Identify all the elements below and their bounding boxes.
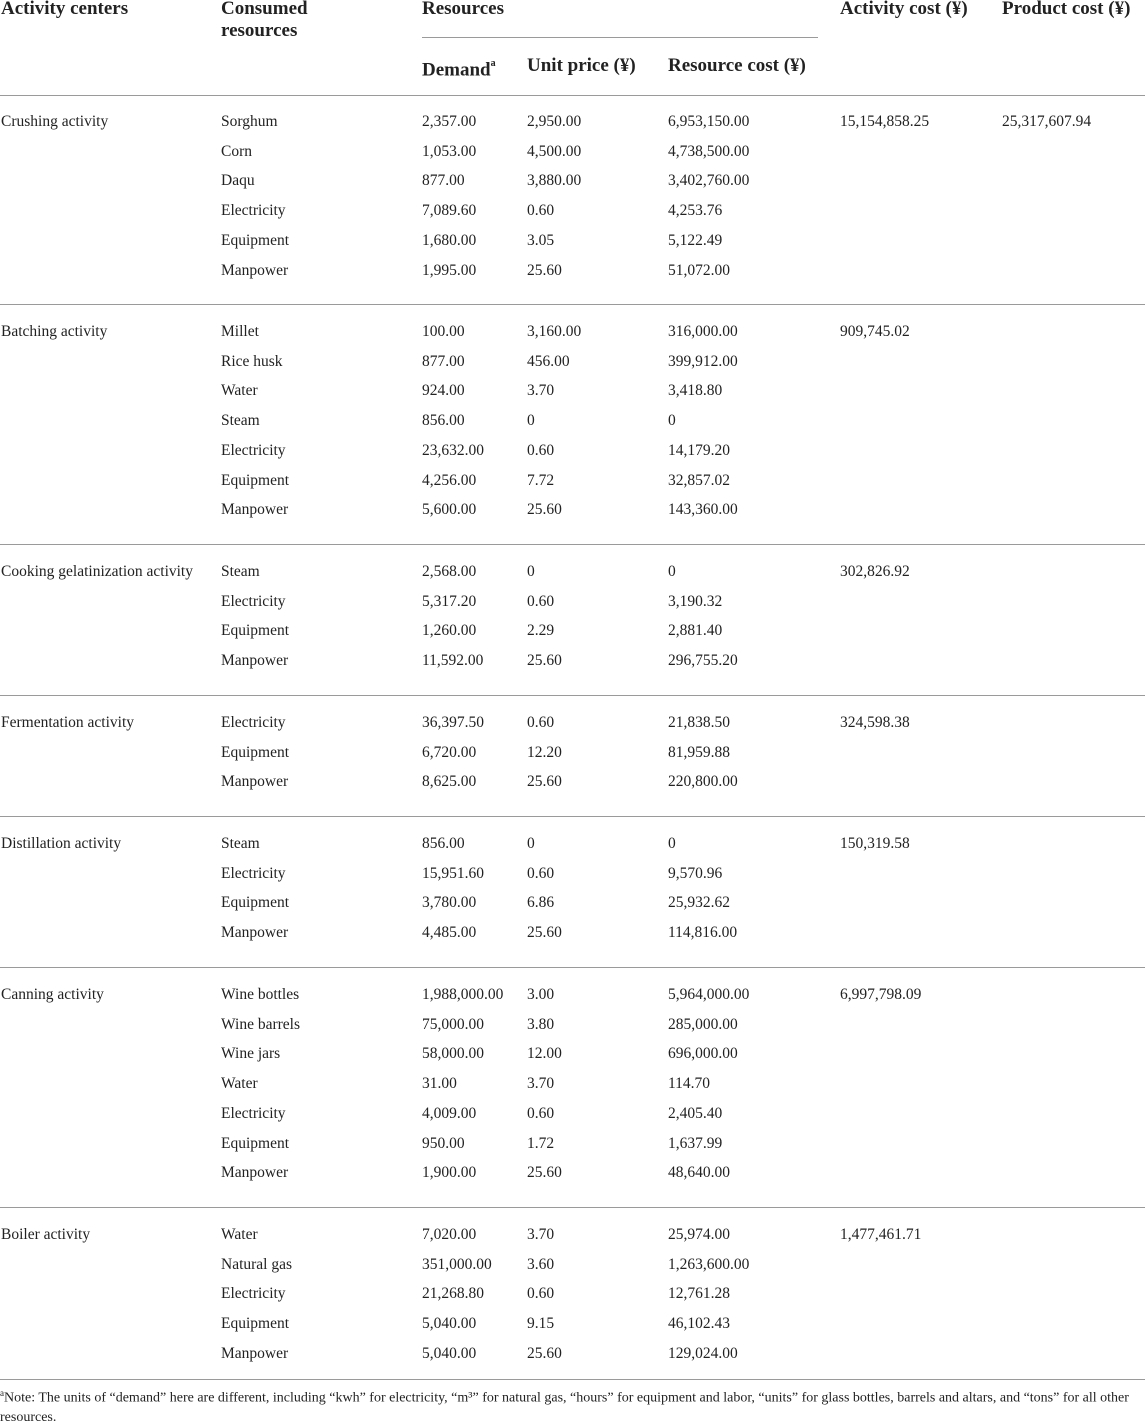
row-resource-cost: 3,402,760.00 <box>668 172 750 190</box>
activity-center-name: Fermentation activity <box>1 714 135 731</box>
row-unit-price: 3.70 <box>527 1075 555 1093</box>
group-separator-rule <box>0 304 1145 305</box>
row-unit-price: 4,500.00 <box>527 142 582 160</box>
row-resource: Electricity <box>221 1285 286 1303</box>
row-unit-price: 3.70 <box>527 382 555 400</box>
activity-cost-value: 6,997,798.09 <box>840 986 922 1003</box>
row-resource: Equipment <box>221 622 290 640</box>
row-unit-price: 25.60 <box>527 501 562 519</box>
row-resource: Rice husk <box>221 352 283 370</box>
row-demand: 856.00 <box>422 835 465 852</box>
table-footnote <box>0 1384 1140 1427</box>
row-resource: Electricity <box>221 1104 286 1122</box>
header-resources: Resources <box>422 0 504 19</box>
row-unit-price: 12.20 <box>527 743 562 761</box>
header-activity-centers: Activity centers <box>1 0 129 19</box>
header-demand: Demand$^a$ <box>422 58 496 81</box>
row-unit-price: 3,160.00 <box>527 323 582 340</box>
header-resource-cost: Resource cost (¥) <box>668 55 806 76</box>
row-unit-price: 0.60 <box>527 714 555 731</box>
row-demand: 5,600.00 <box>422 501 477 519</box>
row-resource: Equipment <box>221 1315 290 1333</box>
row-resource: Equipment <box>221 471 290 489</box>
row-demand: 15,951.60 <box>422 864 484 882</box>
row-resource-cost: 316,000.00 <box>668 323 738 340</box>
row-unit-price: 0.60 <box>527 592 555 610</box>
row-resource-cost: 21,838.50 <box>668 714 730 731</box>
row-resource-cost: 25,932.62 <box>668 894 730 912</box>
row-resource-cost: 1,263,600.00 <box>668 1255 750 1273</box>
row-resource: Manpower <box>221 1164 289 1182</box>
row-resource: Electricity <box>221 864 286 882</box>
row-resource: Wine barrels <box>221 1015 300 1033</box>
row-unit-price: 2.29 <box>527 622 555 640</box>
group-separator-rule <box>0 695 1145 696</box>
row-demand: 877.00 <box>422 352 465 370</box>
row-resource: Water <box>221 382 258 400</box>
row-resource: Steam <box>221 563 260 580</box>
row-demand: 877.00 <box>422 172 465 190</box>
row-resource: Corn <box>221 142 252 160</box>
header-unit-price: Unit price (¥) <box>527 55 636 76</box>
row-resource: Equipment <box>221 1134 290 1152</box>
row-unit-price: 3.80 <box>527 1015 555 1033</box>
row-demand: 3,780.00 <box>422 894 477 912</box>
row-resource: Manpower <box>221 501 289 519</box>
row-unit-price: 0.60 <box>527 1285 555 1303</box>
row-resource: Sorghum <box>221 113 278 130</box>
activity-cost-value: 150,319.58 <box>840 835 910 852</box>
row-demand: 5,317.20 <box>422 592 477 610</box>
row-resource-cost: 399,912.00 <box>668 352 738 370</box>
row-resource-cost: 12,761.28 <box>668 1285 730 1303</box>
activity-center-name: Cooking gelatinization activity <box>1 563 193 580</box>
row-resource: Manpower <box>221 652 289 670</box>
footnote-marker: a <box>0 1388 4 1398</box>
row-resource-cost: 143,360.00 <box>668 501 738 519</box>
row-demand: 23,632.00 <box>422 441 484 459</box>
header-activity-cost: Activity cost (¥) <box>840 0 968 19</box>
row-resource-cost: 51,072.00 <box>668 261 730 279</box>
row-demand: 58,000.00 <box>422 1045 484 1063</box>
activity-cost-value: 15,154,858.25 <box>840 113 930 130</box>
row-unit-price: 1.72 <box>527 1134 555 1152</box>
activity-cost-value: 1,477,461.71 <box>840 1226 922 1243</box>
row-resource-cost: 2,405.40 <box>668 1104 723 1122</box>
row-demand: 5,040.00 <box>422 1344 477 1362</box>
row-resource-cost: 1,637.99 <box>668 1134 723 1152</box>
row-resource: Electricity <box>221 714 286 731</box>
activity-center-name: Boiler activity <box>1 1226 91 1243</box>
row-demand: 2,357.00 <box>422 113 477 130</box>
footnote-text: Note: The units of “demand” here are different, including “kwh” for electricity, “m³” for natural gas, “hours” for equipment and labor, “units” for glass bottles, barrels and altars, and “tons” for all other resources. <box>0 1390 1129 1425</box>
row-resource: Daqu <box>221 172 255 190</box>
row-unit-price: 3.70 <box>527 1226 555 1243</box>
row-resource: Manpower <box>221 924 289 942</box>
row-unit-price: 0.60 <box>527 864 555 882</box>
row-resource-cost: 6,953,150.00 <box>668 113 750 130</box>
row-unit-price: 25.60 <box>527 1344 562 1362</box>
row-resource-cost: 0 <box>668 835 676 852</box>
row-unit-price: 25.60 <box>527 773 562 791</box>
row-unit-price: 0.60 <box>527 1104 555 1122</box>
row-resource-cost: 48,640.00 <box>668 1164 730 1182</box>
row-demand: 100.00 <box>422 323 465 340</box>
row-demand: 11,592.00 <box>422 652 484 670</box>
row-resource-cost: 4,253.76 <box>668 202 723 220</box>
row-resource-cost: 14,179.20 <box>668 441 730 459</box>
row-resource: Electricity <box>221 202 286 220</box>
header-bottom-rule <box>0 95 1145 96</box>
row-demand: 950.00 <box>422 1134 465 1152</box>
activity-center-name: Canning activity <box>1 986 104 1003</box>
row-resource: Water <box>221 1075 258 1093</box>
group-separator-rule <box>0 1207 1145 1208</box>
row-resource: Equipment <box>221 894 290 912</box>
row-resource: Electricity <box>221 441 286 459</box>
row-resource: Wine jars <box>221 1045 281 1063</box>
row-demand: 1,900.00 <box>422 1164 477 1182</box>
row-unit-price: 0 <box>527 563 535 580</box>
row-resource-cost: 0 <box>668 412 676 430</box>
row-demand: 1,053.00 <box>422 142 477 160</box>
header-product-cost: Product cost (¥) <box>1002 0 1131 19</box>
row-unit-price: 456.00 <box>527 352 570 370</box>
row-resource: Millet <box>221 323 259 340</box>
activity-center-name: Distillation activity <box>1 835 122 852</box>
product-cost-value: 25,317,607.94 <box>1002 113 1092 130</box>
row-resource-cost: 114.70 <box>668 1075 711 1093</box>
row-resource-cost: 696,000.00 <box>668 1045 738 1063</box>
demand-footnote-marker: a <box>490 58 496 69</box>
row-demand: 6,720.00 <box>422 743 477 761</box>
group-separator-rule <box>0 1379 1145 1380</box>
row-demand: 4,256.00 <box>422 471 477 489</box>
group-separator-rule <box>0 967 1145 968</box>
row-resource-cost: 5,122.49 <box>668 231 723 249</box>
row-unit-price: 0 <box>527 835 535 852</box>
row-resource-cost: 32,857.02 <box>668 471 730 489</box>
row-demand: 4,485.00 <box>422 924 477 942</box>
row-resource: Electricity <box>221 592 286 610</box>
row-demand: 31.00 <box>422 1075 457 1093</box>
row-unit-price: 0 <box>527 412 535 430</box>
row-resource-cost: 129,024.00 <box>668 1344 738 1362</box>
row-resource-cost: 46,102.43 <box>668 1315 730 1333</box>
row-resource-cost: 25,974.00 <box>668 1226 730 1243</box>
row-resource-cost: 0 <box>668 563 676 580</box>
row-resource: Manpower <box>221 261 289 279</box>
row-resource: Manpower <box>221 1344 289 1362</box>
row-resource-cost: 114,816.00 <box>668 924 738 942</box>
row-unit-price: 9.15 <box>527 1315 555 1333</box>
row-resource: Wine bottles <box>221 986 300 1003</box>
row-unit-price: 2,950.00 <box>527 113 582 130</box>
row-unit-price: 25.60 <box>527 1164 562 1182</box>
activity-cost-value: 302,826.92 <box>840 563 910 580</box>
row-resource-cost: 220,800.00 <box>668 773 738 791</box>
row-resource: Natural gas <box>221 1255 293 1273</box>
row-resource: Water <box>221 1226 258 1243</box>
row-demand: 351,000.00 <box>422 1255 492 1273</box>
row-resource-cost: 2,881.40 <box>668 622 723 640</box>
row-demand: 1,995.00 <box>422 261 477 279</box>
row-unit-price: 25.60 <box>527 924 562 942</box>
row-demand: 21,268.80 <box>422 1285 484 1303</box>
row-demand: 8,625.00 <box>422 773 477 791</box>
row-demand: 2,568.00 <box>422 563 477 580</box>
group-separator-rule <box>0 816 1145 817</box>
row-demand: 4,009.00 <box>422 1104 477 1122</box>
row-unit-price: 3,880.00 <box>527 172 582 190</box>
activity-cost-value: 324,598.38 <box>840 714 910 731</box>
row-resource: Steam <box>221 835 260 852</box>
row-demand: 1,260.00 <box>422 622 477 640</box>
row-demand: 856.00 <box>422 412 465 430</box>
row-resource: Equipment <box>221 231 290 249</box>
row-unit-price: 12.00 <box>527 1045 562 1063</box>
row-resource-cost: 3,190.32 <box>668 592 723 610</box>
row-resource: Steam <box>221 412 260 430</box>
row-demand: 1,988,000.00 <box>422 986 504 1003</box>
row-demand: 7,020.00 <box>422 1226 477 1243</box>
row-unit-price: 25.60 <box>527 652 562 670</box>
resources-subheader-rule <box>422 37 818 38</box>
row-resource-cost: 9,570.96 <box>668 864 723 882</box>
row-unit-price: 7.72 <box>527 471 555 489</box>
row-demand: 7,089.60 <box>422 202 477 220</box>
row-demand: 1,680.00 <box>422 231 477 249</box>
row-resource-cost: 296,755.20 <box>668 652 738 670</box>
row-demand: 5,040.00 <box>422 1315 477 1333</box>
header-consumed-resources: Consumed resources <box>221 0 308 41</box>
row-resource-cost: 4,738,500.00 <box>668 142 750 160</box>
row-resource-cost: 81,959.88 <box>668 743 730 761</box>
row-unit-price: 3.60 <box>527 1255 555 1273</box>
row-resource-cost: 285,000.00 <box>668 1015 738 1033</box>
group-separator-rule <box>0 544 1145 545</box>
row-unit-price: 6.86 <box>527 894 555 912</box>
row-unit-price: 0.60 <box>527 202 555 220</box>
row-unit-price: 3.05 <box>527 231 555 249</box>
row-demand: 75,000.00 <box>422 1015 484 1033</box>
row-unit-price: 25.60 <box>527 261 562 279</box>
activity-center-name: Batching activity <box>1 323 108 340</box>
row-unit-price: 3.00 <box>527 986 555 1003</box>
row-demand: 924.00 <box>422 382 465 400</box>
row-resource: Manpower <box>221 773 289 791</box>
row-demand: 36,397.50 <box>422 714 484 731</box>
row-resource-cost: 3,418.80 <box>668 382 723 400</box>
activity-cost-value: 909,745.02 <box>840 323 910 340</box>
row-unit-price: 0.60 <box>527 441 555 459</box>
activity-center-name: Crushing activity <box>1 113 109 130</box>
row-resource: Equipment <box>221 743 290 761</box>
row-resource-cost: 5,964,000.00 <box>668 986 750 1003</box>
